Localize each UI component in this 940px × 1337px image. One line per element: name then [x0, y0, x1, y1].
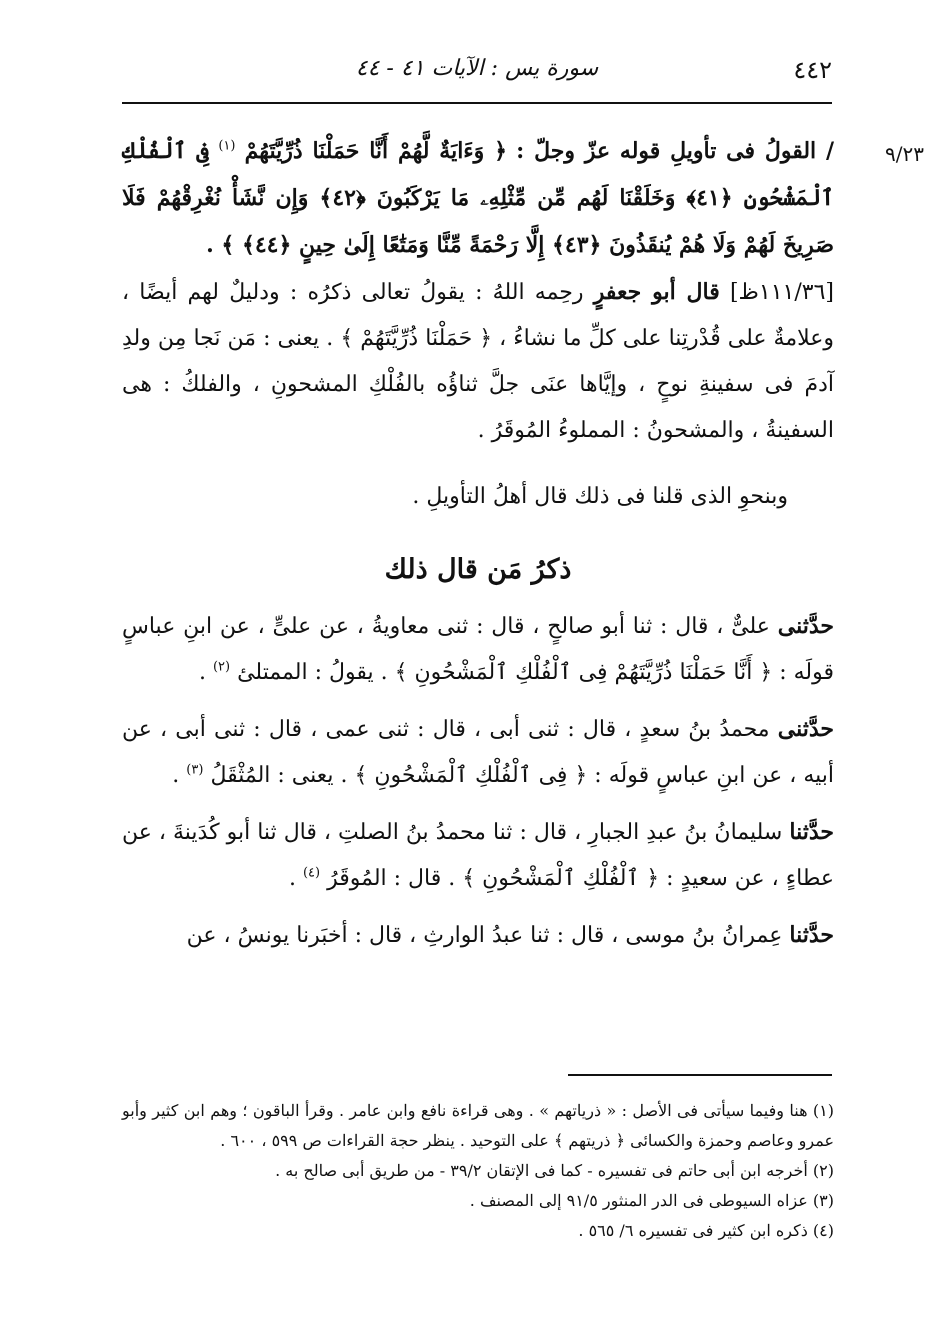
hadith-text: عِمرانُ بنُ موسى ، قال : ثنا عبدُ الوارثِ ، قال : أخبَرنا يونسُ ، عن: [186, 923, 783, 948]
paragraph-verse: [122, 128, 834, 269]
paragraph-commentary: [122, 269, 834, 454]
hadith-text: سليمانُ بنُ عبدِ الجبارِ ، قال : ثنا محمدُ بنُ الصلتِ ، قال ثنا أبو كُدَينةَ ، عن عطاءٍ ، عن سعيدٍ : ﴿ ٱلْفُلْكِ ٱلْمَشْحُونِ ﴾ . قال : المُوقَرُ: [122, 820, 834, 891]
hadith-text: محمدُ بنُ سعدٍ ، قال : ثنى أبى ، قال : ثنى عمى ، قال : ثنى أبى ، عن أبيه ، عن ابنِ عباسٍ قولَه : ﴿ فِى ٱلْفُلْكِ ٱلْمَشْحُونِ ﴾ . يعنى : المُثْقَلُ: [122, 717, 834, 788]
author-name: قال أبو جعفرٍ: [593, 279, 720, 305]
footnote-rule: [568, 1074, 832, 1076]
margin-reference: ٩/٢٣: [885, 142, 924, 166]
hadith-3: حدَّثنا سليمانُ بنُ عبدِ الجبارِ ، قال : ثنا محمدُ بنُ الصلتِ ، قال ثنا أبو كُدَينةَ ، عن عطاءٍ ، عن سعيدٍ : ﴿ ٱلْفُلْكِ ٱلْمَشْحُونِ ﴾ . قال : المُوقَرُ $^{(٤)}$ .: [122, 819, 834, 891]
footnote-3: (٣) عزاه السيوطى فى الدر المنثور ٩١/٥ إلى المصنف .: [469, 1191, 834, 1210]
footnote-marker-4: (٤): [302, 865, 321, 881]
section-heading: ذكرُ مَن قال ذلك: [384, 554, 572, 585]
footnotes: [122, 1096, 834, 1246]
verse-text: ﴿ وَءَايَةٌ لَّهُمْ أَنَّا حَمَلْنَا ذُرِّيَّتَهُمْ: [244, 138, 507, 164]
verse-text-continued: فِى ٱلْفُلْكِ ٱلْمَشْحُونِ ﴿٤١﴾ وَخَلَقْنَا لَهُم مِّن مِّثْلِهِۦ مَا يَرْكَبُونَ ﴿٤٢﴾ وَإِن نَّشَأْ نُغْرِقْهُمْ فَلَا صَرِيخَ لَهُمْ وَلَا هُمْ يُنقَذُونَ ﴿٤٣﴾ إِلَّا رَحْمَةً مِّنَّا وَمَتَٰعًا إِلَىٰ حِينٍ ﴿٤٤﴾ ﴾ .: [122, 138, 834, 258]
manuscript-reference: [١١١/٣٦ظ]: [729, 280, 834, 305]
footnote-marker-2: (٢): [212, 659, 231, 675]
hadith-text: علىٌّ ، قال : ثنا أبو صالحٍ ، قال : ثنى معاويةُ ، عن علىٍّ ، عن ابنِ عباسٍ قولَه : ﴿ أَنَّا حَمَلْنَا ذُرِّيَّتَهُمْ فِى ٱلْفُلْكِ ٱلْمَشْحُونِ ﴾ . يقولُ : الممتلئ: [122, 614, 834, 685]
header-rule: [122, 102, 832, 104]
hadith-2: حدَّثنى محمدُ بنُ سعدٍ ، قال : ثنى أبى ، قال : ثنى عمى ، قال : ثنى أبى ، عن أبيه ، عن ابنِ عباسٍ قولَه : ﴿ فِى ٱلْفُلْكِ ٱلْمَشْحُونِ ﴾ . يعنى : المُثْقَلُ $^{(٣)}$ .: [122, 716, 834, 788]
summary-text: وبنحوِ الذى قلنا فى ذلك قال أهلُ التأويلِ .: [412, 484, 788, 509]
spacer: [122, 454, 834, 474]
paragraph-summary: [122, 474, 834, 520]
main-text: [122, 128, 834, 959]
hadith-4: [122, 912, 834, 959]
hadith-lead: حدَّثنى: [777, 613, 835, 639]
verse-intro: / القولُ فى تأويلِ قوله عزّ وجلّ :: [516, 138, 835, 164]
hadith-1: حدَّثنى علىٌّ ، قال : ثنا أبو صالحٍ ، قال : ثنى معاويةُ ، عن علىٍّ ، عن ابنِ عباسٍ قولَه : ﴿ أَنَّا حَمَلْنَا ذُرِّيَّتَهُمْ فِى ٱلْفُلْكِ ٱلْمَشْحُونِ ﴾ . يقولُ : الممتلئ $^{(٢)}$ .: [122, 613, 835, 685]
commentary-text: رحِمه اللهُ : يقولُ تعالى ذكرُه : ودليلٌ لهم أيضًا ، وعلامةٌ على قُدْرتِنا على كلِّ ما نشاءُ ، ﴿ حَمَلْنَا ذُرِّيَّتَهُمْ ﴾ . يعنى : مَن نَجا مِن ولدِ آدمَ فى سفينةِ نوحٍ ، وإيَّاها عنَى جلَّ ثناؤُه بالفُلْكِ المشحونِ ، والفلكُ : هى السفينةُ ، والمشحونُ : المملوءُ المُوقَرُ .: [122, 280, 834, 443]
footnote-marker-1: (١): [218, 138, 236, 154]
running-title: سورة يس : الآيات ٤١ - ٤٤: [355, 56, 599, 81]
hadith-lead: حدَّثنى: [777, 716, 834, 742]
hadith-lead: حدَّثنا: [789, 922, 834, 948]
running-header: [122, 52, 832, 96]
footnote-1: (١) هنا وفيما سيأتى فى الأصل : « ذرياتهم » . وهى قراءة نافع وابن عامر . وقرأ الباقون ؛ وهم ابن كثير وأبو عمرو وعاصم وحمزة والكسائى ﴿ ذريتهم ﴾ على التوحيد . ينظر حجة القراءات ص ٥٩٩ ، ٦٠٠ .: [122, 1101, 834, 1150]
footnote-2: (٢) أخرجه ابن أبى حاتم فى تفسيره - كما فى الإتقان ٣٩/٢ - من طريق أبى صالح به .: [275, 1161, 834, 1180]
footnote-marker-3: (٣): [186, 762, 204, 778]
spacer: [122, 902, 834, 912]
spacer: [122, 696, 834, 706]
spacer: [122, 799, 834, 809]
hadith-lead: حدَّثنا: [789, 819, 834, 845]
footnote-4: (٤) ذكره ابن كثير فى تفسيره ٦/ ٥٦٥ .: [578, 1221, 834, 1240]
page-number: ٤٤٢: [793, 56, 832, 84]
